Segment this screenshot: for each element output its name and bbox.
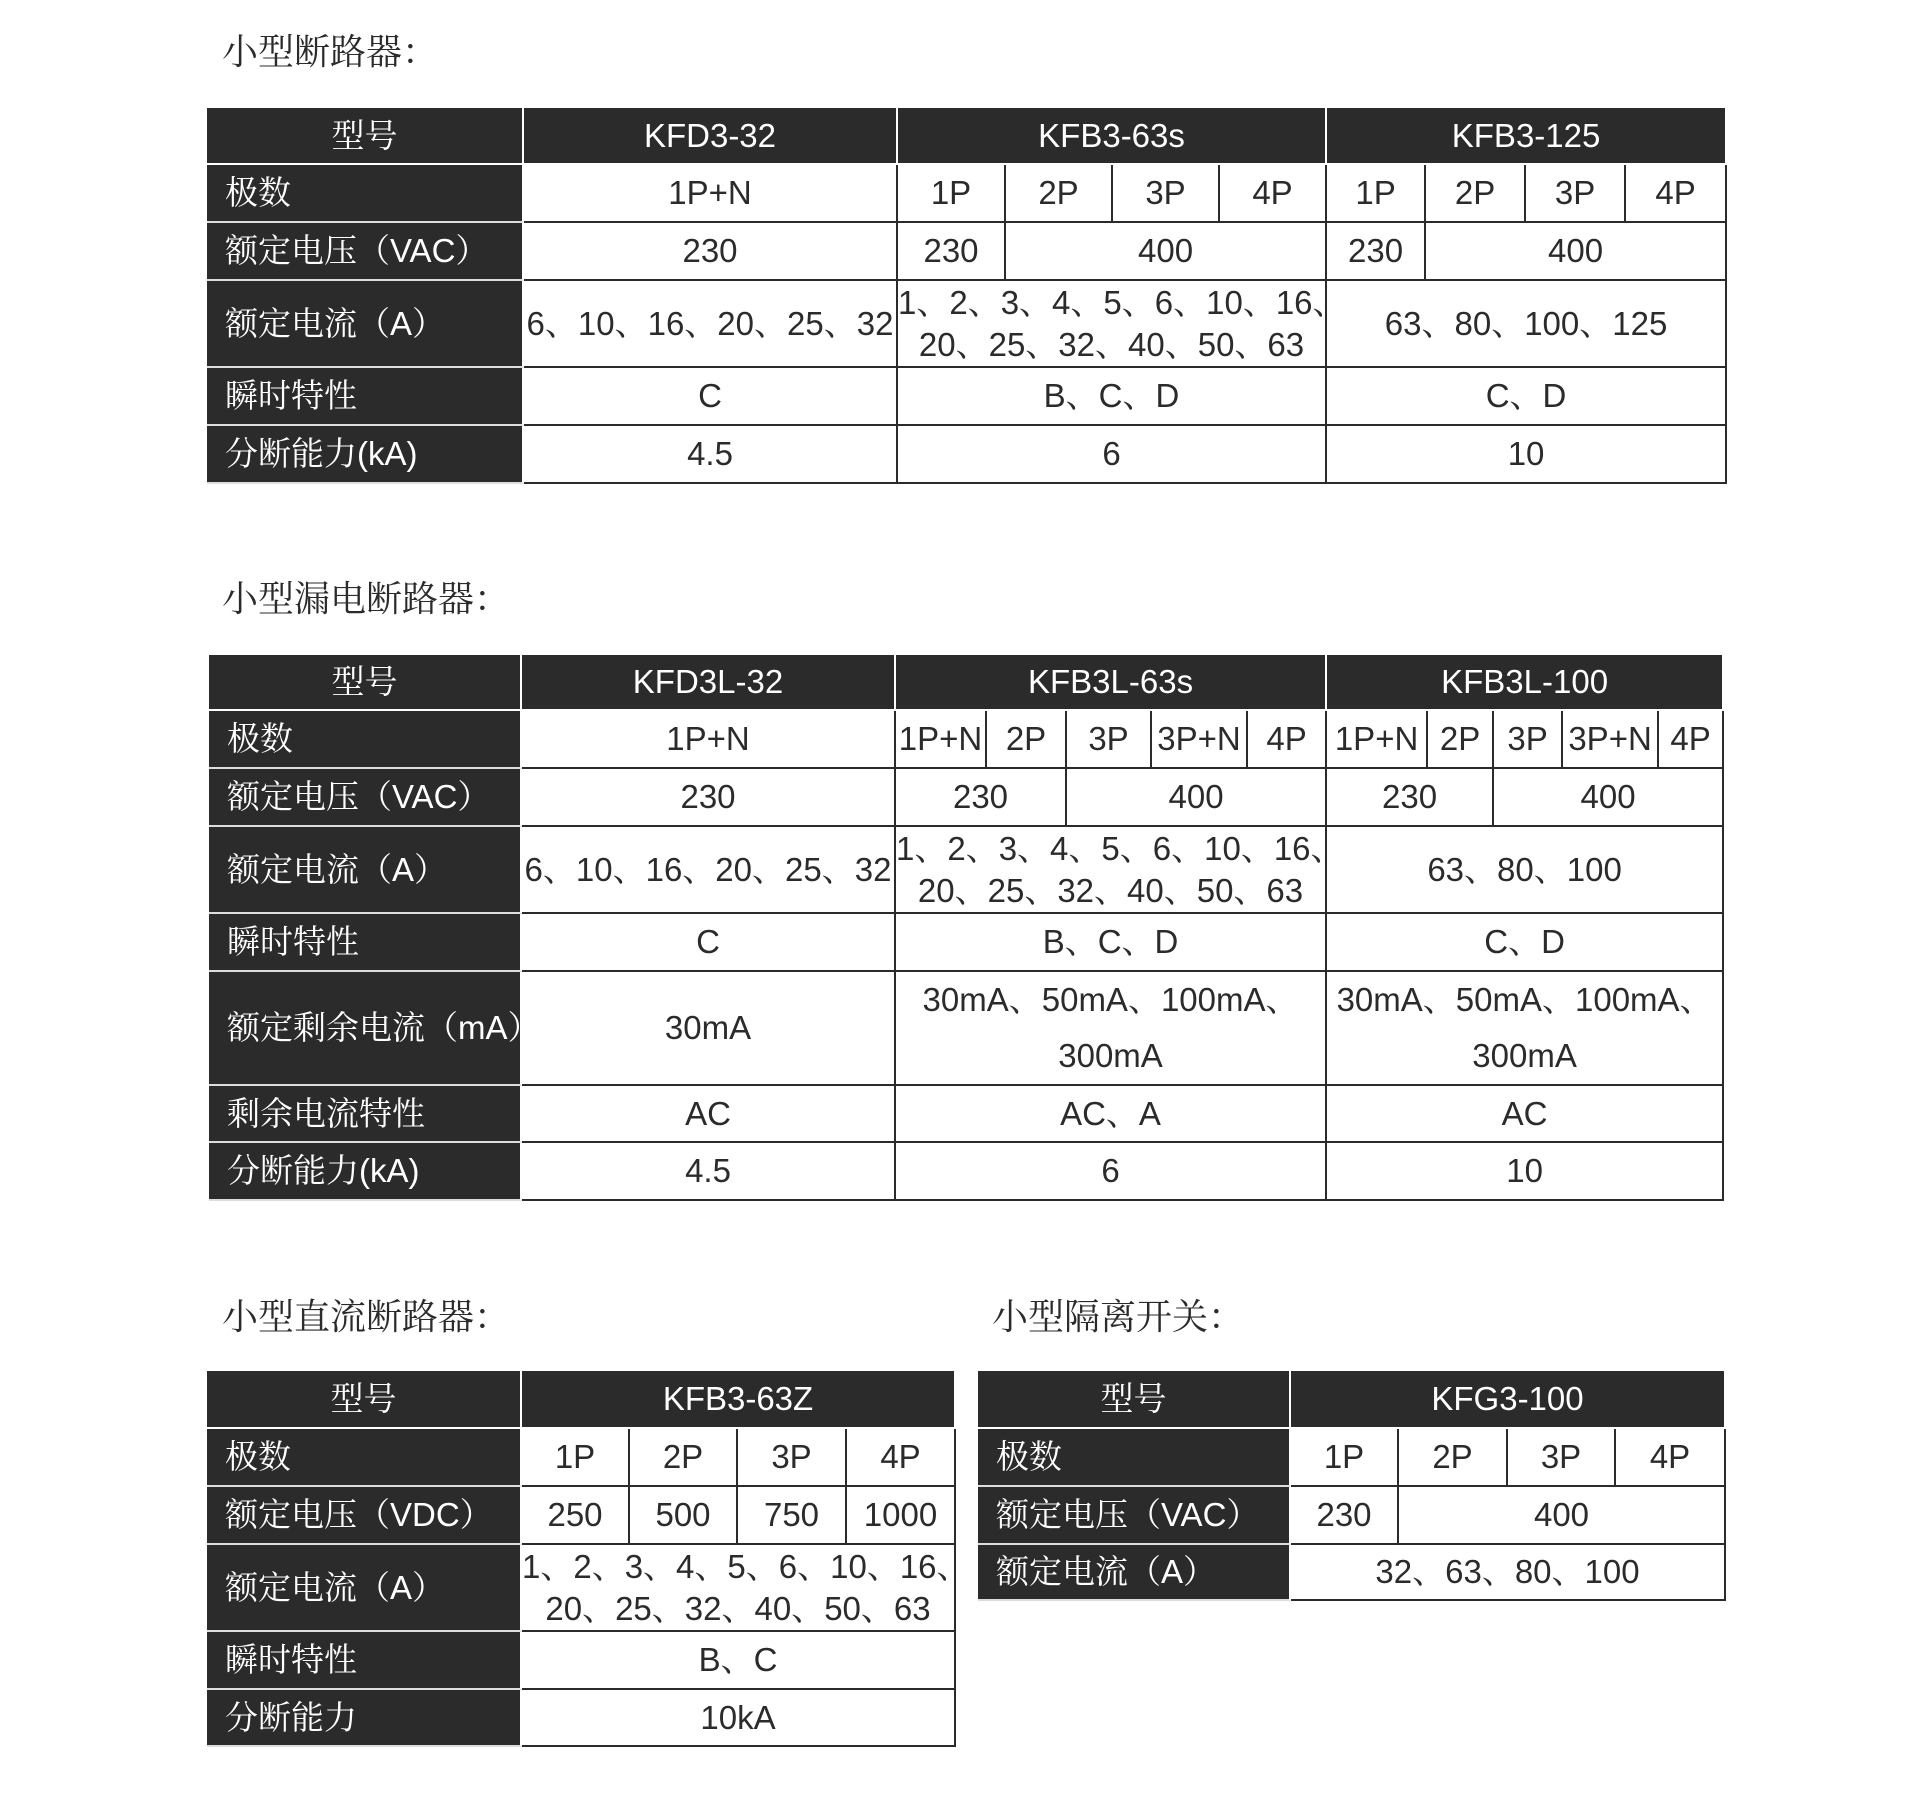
cell: 1P — [1327, 165, 1426, 223]
cell: 10kA — [522, 1690, 956, 1747]
row-label: 瞬时特性 — [207, 368, 524, 426]
row-label: 额定电流（A） — [978, 1545, 1291, 1601]
cell: 4.5 — [524, 426, 898, 484]
cell: 3P+N — [1563, 711, 1659, 769]
cell: 500 — [630, 1487, 738, 1545]
cell: 6、10、16、20、25、32 — [524, 281, 898, 368]
cell: 2P — [1006, 165, 1113, 223]
cell: 400 — [1426, 223, 1727, 281]
row-label: 瞬时特性 — [209, 914, 522, 972]
cell: 6、10、16、20、25、32 — [522, 827, 896, 914]
cell-line: 1、2、3、4、5、6、10、16、 — [896, 829, 1344, 867]
cell: 750 — [738, 1487, 847, 1545]
table-row — [209, 827, 1724, 914]
cell: 4P — [1626, 165, 1727, 223]
table-row — [207, 1429, 956, 1487]
cell — [896, 972, 1327, 1086]
row-label: 额定电压（VAC） — [209, 769, 522, 827]
cell: 10 — [1327, 426, 1727, 484]
row-label: 额定电流（A） — [207, 281, 524, 368]
cell: 2P — [1428, 711, 1494, 769]
cell: 2P — [987, 711, 1067, 769]
cell: 2P — [1426, 165, 1526, 223]
cell: AC — [1327, 1086, 1724, 1143]
table-row — [207, 281, 1727, 368]
table-row — [209, 1143, 1724, 1201]
cell: 4P — [1248, 711, 1327, 769]
cell: 4P — [1659, 711, 1724, 769]
table-row — [209, 972, 1724, 1086]
cell-line: 20、25、32、40、50、63 — [918, 325, 1305, 363]
table-row — [978, 1371, 1726, 1429]
row-label: 分断能力 — [207, 1690, 522, 1747]
row-label: 额定电压（VDC） — [207, 1487, 522, 1545]
cell-line: 300mA — [1058, 1037, 1163, 1074]
section-title-rcbo: 小型漏电断路器： — [222, 578, 511, 619]
row-label: 剩余电流特性 — [209, 1086, 522, 1143]
table-row — [207, 165, 1727, 223]
table-row — [207, 1632, 956, 1690]
cell: 400 — [1006, 223, 1327, 281]
model-header: KFB3-63Z — [522, 1371, 956, 1429]
cell: 63、80、100、125 — [1327, 281, 1727, 368]
cell: 3P — [1508, 1429, 1616, 1487]
table-row — [209, 914, 1724, 972]
row-label: 型号 — [207, 108, 524, 165]
cell: 63、80、100 — [1327, 827, 1724, 914]
cell: 230 — [522, 769, 896, 827]
cell: AC — [522, 1086, 896, 1143]
row-label: 型号 — [207, 1371, 522, 1429]
model-header: KFD3L-32 — [522, 655, 896, 711]
cell: 1P+N — [524, 165, 898, 223]
cell-line: 30mA、50mA、100mA、 — [1336, 981, 1713, 1018]
table-row — [978, 1429, 1726, 1487]
cell-line: 300mA — [1472, 1037, 1577, 1074]
table-row — [978, 1487, 1726, 1545]
section-title-mcb: 小型断路器： — [222, 31, 439, 72]
cell: 3P+N — [1152, 711, 1248, 769]
cell: 4P — [1616, 1429, 1726, 1487]
table-row — [207, 1487, 956, 1545]
cell: 6 — [896, 1143, 1327, 1201]
cell: 1P+N — [522, 711, 896, 769]
row-label: 额定剩余电流（mA） — [209, 972, 522, 1086]
table-row — [207, 368, 1727, 426]
mcb-spec-table — [207, 108, 1727, 484]
cell: 3P — [1526, 165, 1626, 223]
cell: 1000 — [847, 1487, 956, 1545]
row-label: 型号 — [209, 655, 522, 711]
model-header: KFB3L-100 — [1327, 655, 1724, 711]
cell: 1P+N — [896, 711, 987, 769]
model-header: KFD3-32 — [524, 108, 898, 165]
cell: C、D — [1327, 914, 1724, 972]
cell: 400 — [1399, 1487, 1726, 1545]
table-row — [978, 1545, 1726, 1601]
cell: 400 — [1067, 769, 1327, 827]
rcbo-spec-table — [209, 655, 1724, 1201]
row-label: 额定电压（VAC） — [207, 223, 524, 281]
table-row — [207, 1545, 956, 1632]
section-title-dc: 小型直流断路器： — [222, 1296, 511, 1337]
cell: C — [522, 914, 896, 972]
row-label: 极数 — [207, 165, 524, 223]
row-label: 额定电流（A） — [209, 827, 522, 914]
row-label: 极数 — [207, 1429, 522, 1487]
cell: B、C、D — [898, 368, 1327, 426]
table-row — [209, 1086, 1724, 1143]
cell: 1P+N — [1327, 711, 1428, 769]
cell: 6 — [898, 426, 1327, 484]
section-title-isolator: 小型隔离开关： — [992, 1296, 1245, 1337]
model-header: KFB3-125 — [1327, 108, 1727, 165]
cell: 3P — [1067, 711, 1152, 769]
cell: AC、A — [896, 1086, 1327, 1143]
isolator-spec-table — [978, 1371, 1726, 1601]
cell: 2P — [630, 1429, 738, 1487]
row-label: 分断能力(kA) — [207, 426, 524, 484]
model-header: KFG3-100 — [1291, 1371, 1726, 1429]
table-row — [209, 769, 1724, 827]
cell: 3P — [1494, 711, 1563, 769]
cell: 230 — [1291, 1487, 1399, 1545]
row-label: 瞬时特性 — [207, 1632, 522, 1690]
row-label: 极数 — [978, 1429, 1291, 1487]
cell: 4P — [847, 1429, 956, 1487]
cell: 1P — [1291, 1429, 1399, 1487]
table-row — [209, 655, 1724, 711]
table-row — [209, 711, 1724, 769]
cell: B、C — [522, 1632, 956, 1690]
table-row — [207, 1690, 956, 1747]
cell: 230 — [896, 769, 1067, 827]
cell: 230 — [524, 223, 898, 281]
row-label: 极数 — [209, 711, 522, 769]
cell: B、C、D — [896, 914, 1327, 972]
cell: 2P — [1399, 1429, 1508, 1487]
table-row — [207, 426, 1727, 484]
cell — [896, 827, 1344, 914]
table-row — [207, 108, 1727, 165]
model-header: KFB3-63s — [898, 108, 1327, 165]
cell: 3P — [1113, 165, 1220, 223]
cell: 4P — [1220, 165, 1327, 223]
cell: 230 — [1327, 769, 1494, 827]
cell: 3P — [738, 1429, 847, 1487]
cell — [1327, 972, 1724, 1086]
cell: 30mA — [522, 972, 896, 1086]
table-row — [207, 223, 1727, 281]
cell: 1P — [898, 165, 1006, 223]
cell-line: 20、25、32、40、50、63 — [545, 1589, 931, 1627]
row-label: 型号 — [978, 1371, 1291, 1429]
cell: 1P — [522, 1429, 630, 1487]
cell-line: 1、2、3、4、5、6、10、16、 — [898, 283, 1346, 321]
table-row — [207, 1371, 956, 1429]
cell: C、D — [1327, 368, 1727, 426]
cell: C — [524, 368, 898, 426]
cell: 230 — [1327, 223, 1426, 281]
cell: 230 — [898, 223, 1006, 281]
cell-line: 1、2、3、4、5、6、10、16、 — [522, 1547, 970, 1585]
cell — [898, 281, 1346, 368]
cell — [522, 1545, 970, 1632]
cell: 400 — [1494, 769, 1724, 827]
row-label: 分断能力(kA) — [209, 1143, 522, 1201]
cell: 32、63、80、100 — [1291, 1545, 1726, 1601]
row-label: 额定电压（VAC） — [978, 1487, 1291, 1545]
cell: 250 — [522, 1487, 630, 1545]
cell-line: 20、25、32、40、50、63 — [917, 871, 1304, 909]
row-label: 额定电流（A） — [207, 1545, 522, 1632]
cell: 10 — [1327, 1143, 1724, 1201]
cell: 4.5 — [522, 1143, 896, 1201]
cell-line: 30mA、50mA、100mA、 — [922, 981, 1299, 1018]
dc-spec-table — [207, 1371, 970, 1747]
model-header: KFB3L-63s — [896, 655, 1327, 711]
